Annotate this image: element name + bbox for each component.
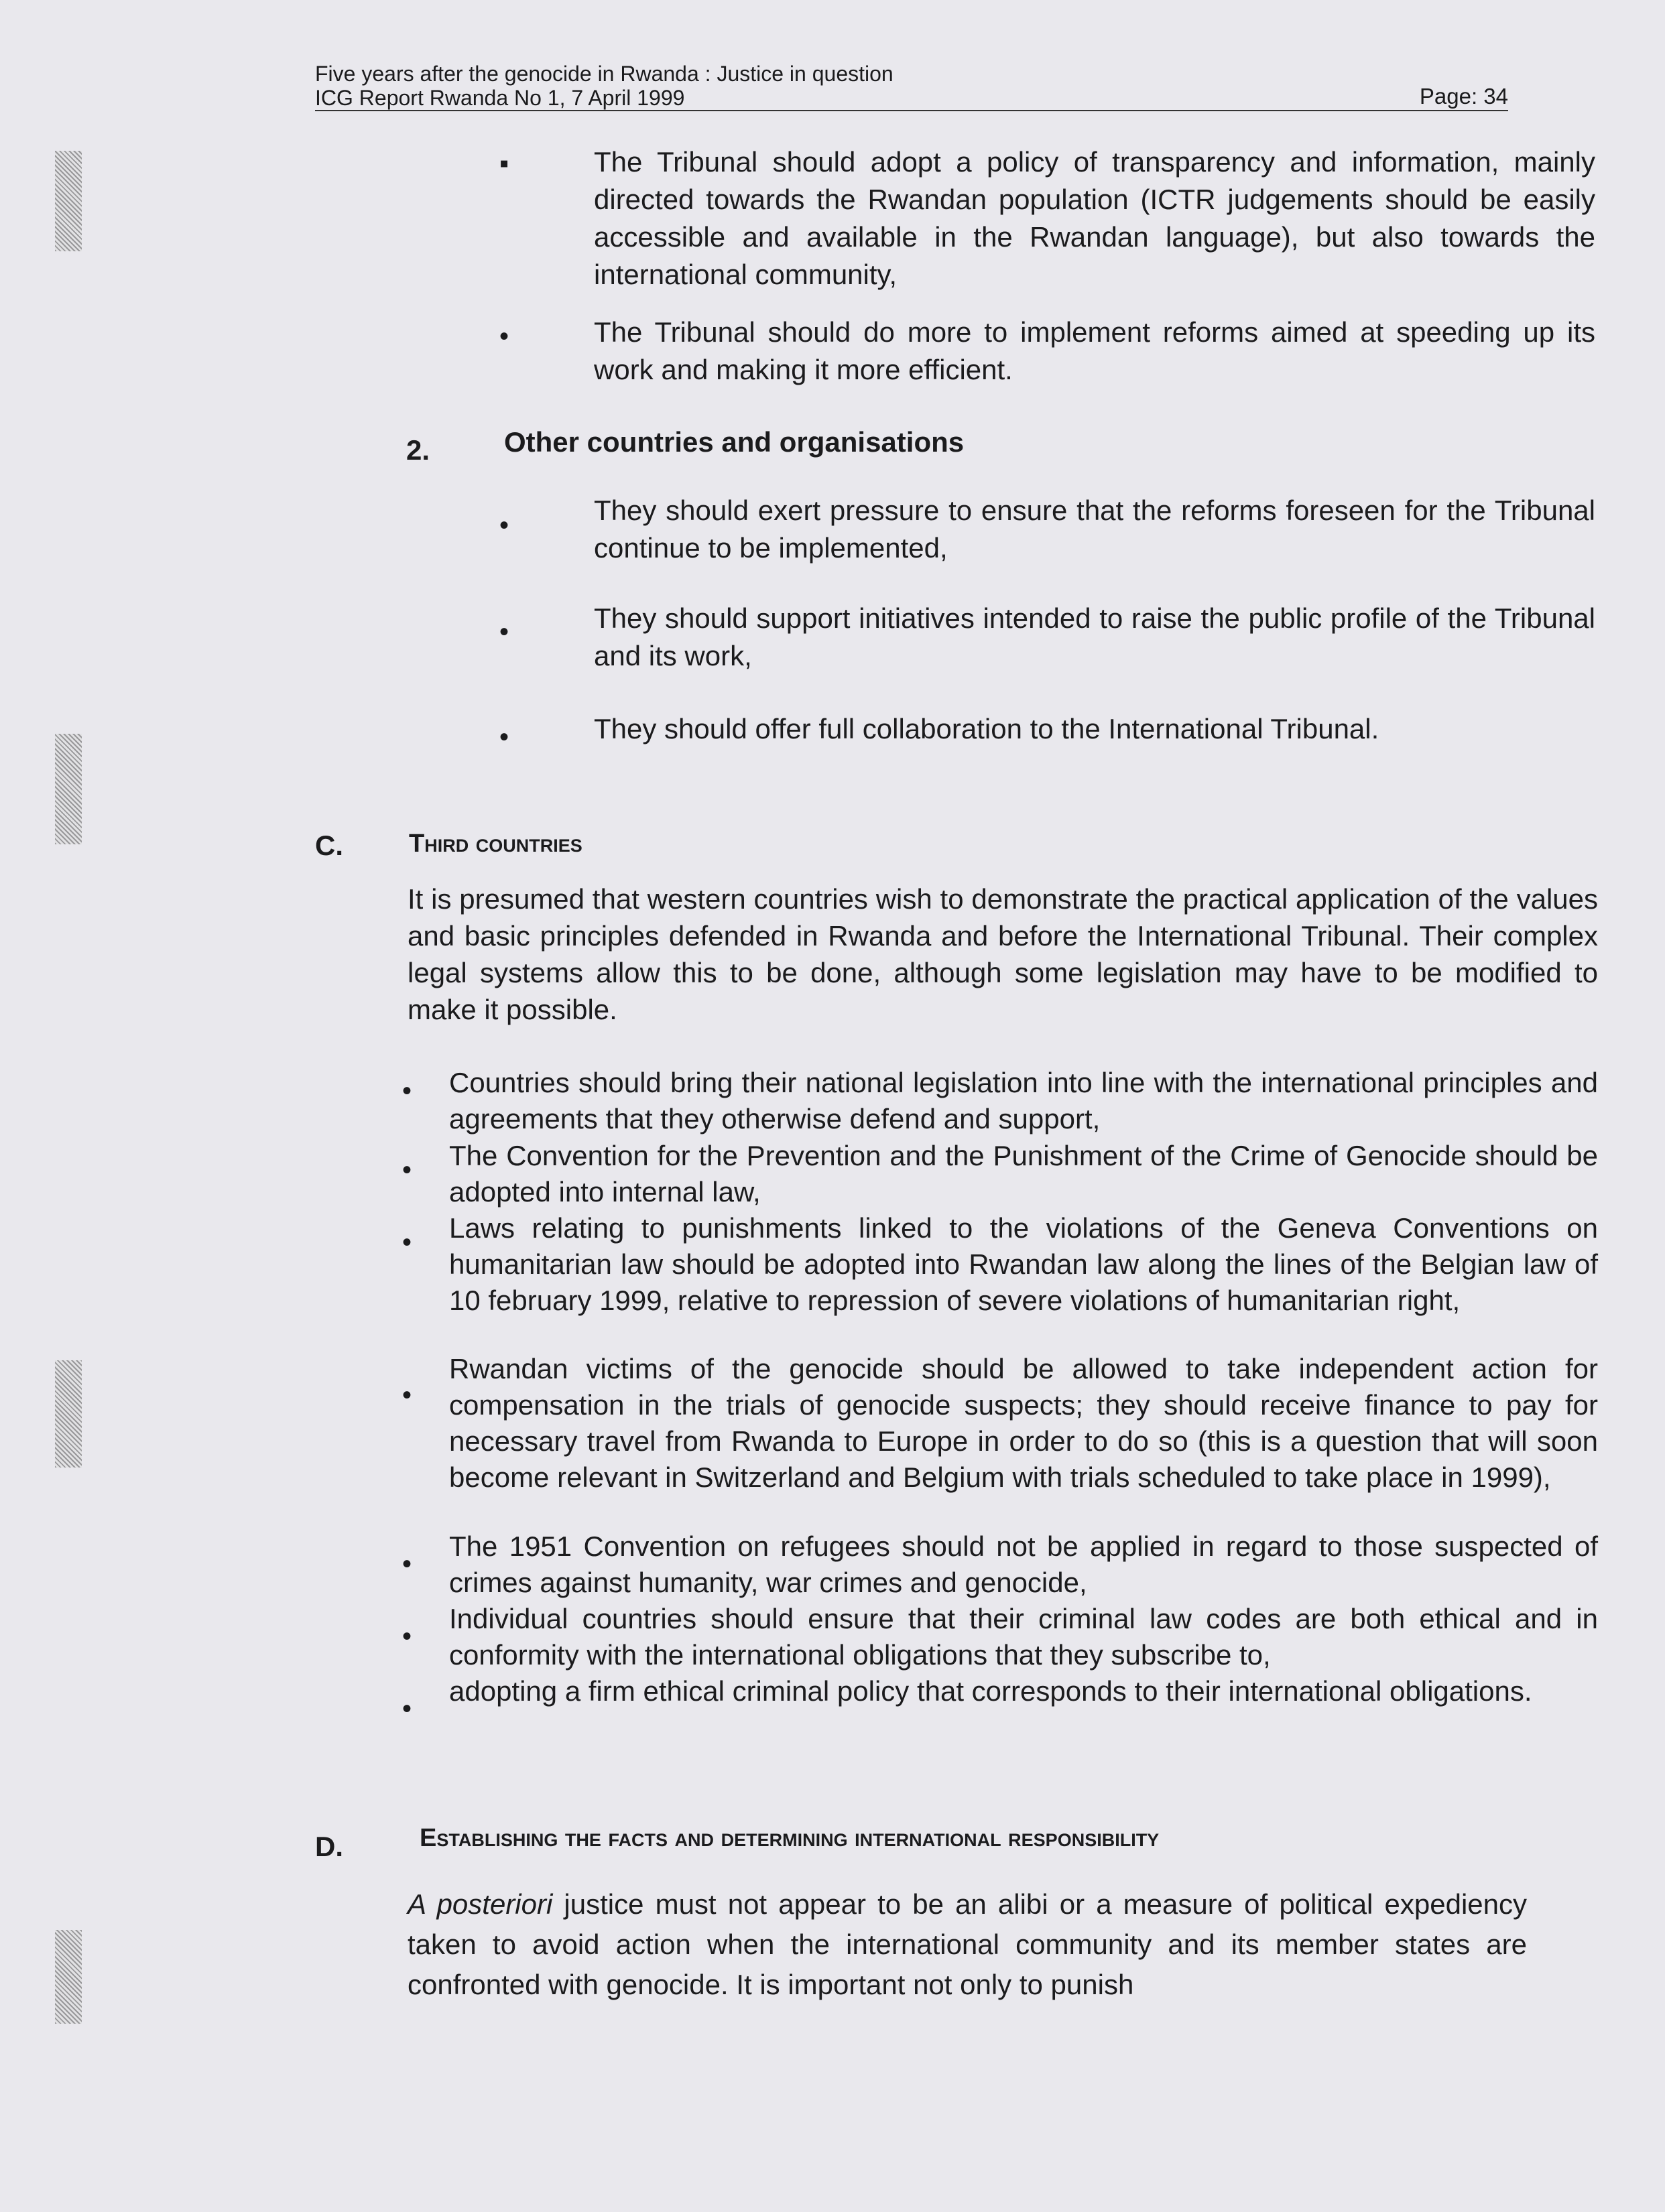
list-item: Laws relating to punishments linked to the violations of the Geneva Conventions on humanitarian law should be adopted into Rwandan law along the lines of the Belgian law of 10 february 1999, relative to repression of severe violations of humanitarian right, bbox=[449, 1212, 1598, 1316]
list-item: The 1951 Convention on refugees should not be applied in regard to those suspected of crimes against humanity, war crimes and genocide, bbox=[449, 1531, 1598, 1598]
list-item: The Tribunal should adopt a policy of transparency and information, mainly directed towards the Rwandan population (ICTR judgements should be easily accessible and available in the Rwandan language), but also towards the international community, bbox=[594, 146, 1595, 290]
section-intro: It is presumed that western countries wish to demonstrate the practical application of the values and basic principles defended in Rwanda and before the International Tribunal. Their complex legal systems allow this to be done, although some legislation may have to be modified to make it possible. bbox=[408, 883, 1598, 1025]
bullet-icon: • bbox=[499, 511, 509, 540]
header-rule bbox=[315, 86, 1508, 111]
italic-phrase: A posteriori bbox=[408, 1888, 553, 1920]
bullet-icon: • bbox=[499, 722, 509, 752]
bullet-icon: • bbox=[402, 1155, 412, 1185]
bullet-icon: ▪ bbox=[499, 149, 509, 178]
list-item: They should exert pressure to ensure that the reforms foreseen for the Tribunal continue to be implemented, bbox=[594, 495, 1595, 564]
list-item: The Convention for the Prevention and the Punishment of the Crime of Genocide should be adopted into internal law, bbox=[449, 1140, 1598, 1208]
list-item: adopting a firm ethical criminal policy that corresponds to their international obligations. bbox=[449, 1675, 1532, 1707]
header-report: ICG Report Rwanda No 1, 7 April 1999 bbox=[315, 86, 685, 110]
scan-noise bbox=[55, 151, 82, 251]
list-item: The Tribunal should do more to implement reforms aimed at speeding up its work and making it more efficient. bbox=[594, 316, 1595, 385]
section-title: Establishing the facts and determining international responsibility bbox=[420, 1824, 1160, 1852]
bullet-icon: • bbox=[402, 1622, 412, 1651]
section-letter: C. bbox=[315, 830, 343, 861]
list-item: Individual countries should ensure that their criminal law codes are both ethical and in conformity with the international obligations that they subscribe to, bbox=[449, 1603, 1598, 1671]
scan-noise bbox=[55, 1360, 82, 1468]
list-item: Rwandan victims of the genocide should be allowed to take independent action for compensation in the trials of genocide suspects; they should receive finance to pay for necessary travel from Rwanda to Europe in order to do so (this is a question that will soon become relevant in Switzerland and Belgium with trials scheduled to take place in 1999), bbox=[449, 1353, 1598, 1493]
bullet-icon: • bbox=[402, 1549, 412, 1579]
section-paragraph bbox=[408, 1884, 1527, 2005]
bullet-icon: • bbox=[402, 1694, 412, 1723]
list-item: They should support initiatives intended to raise the public profile of the Tribunal and its work, bbox=[594, 602, 1595, 671]
list-item: They should offer full collaboration to the International Tribunal. bbox=[594, 713, 1379, 744]
bullet-icon: • bbox=[499, 617, 509, 647]
paragraph-text: justice must not appear to be an alibi or a measure of political expediency taken to avoid action when the international community and its member states are confronted with genocide. It is important not only to punish bbox=[408, 1888, 1527, 2000]
section-number: 2. bbox=[406, 434, 430, 466]
bullet-icon: • bbox=[499, 322, 509, 351]
bullet-icon: • bbox=[402, 1076, 412, 1106]
page-number: Page: 34 bbox=[1419, 84, 1508, 109]
bullet-icon: • bbox=[402, 1380, 412, 1410]
list-item: Countries should bring their national legislation into line with the international principles and agreements that they otherwise defend and support, bbox=[449, 1067, 1598, 1134]
scan-noise bbox=[55, 1930, 82, 2024]
scan-noise bbox=[55, 734, 82, 844]
section-title: Third countries bbox=[409, 830, 582, 858]
section-letter: D. bbox=[315, 1831, 343, 1862]
bullet-icon: • bbox=[402, 1228, 412, 1257]
header-title: Five years after the genocide in Rwanda : Justice in question bbox=[315, 62, 893, 86]
page-header bbox=[315, 62, 1508, 111]
section-title: Other countries and organisations bbox=[504, 426, 965, 458]
